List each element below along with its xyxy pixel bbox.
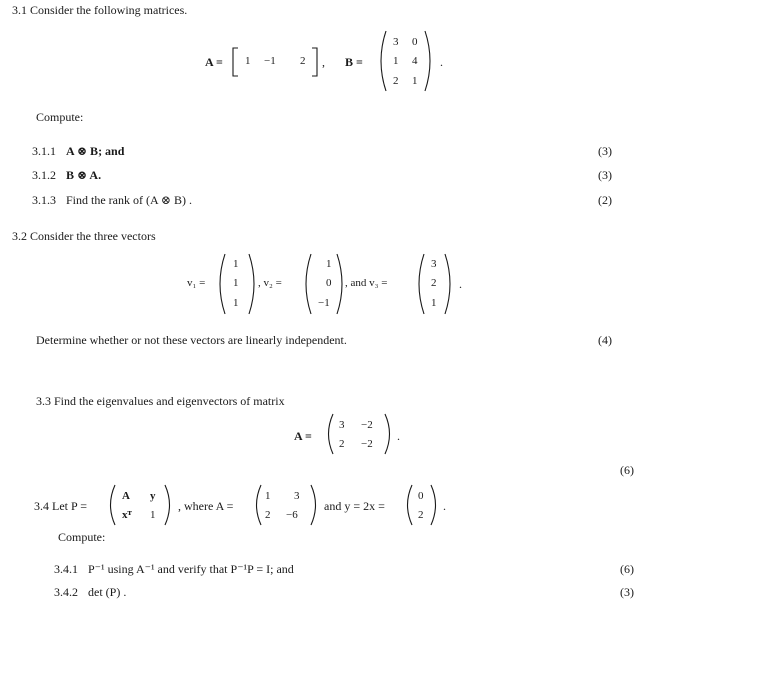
q33-a-entry: −2 [361,419,373,431]
left-paren [251,484,262,526]
q31-period: . [440,55,443,69]
left-paren [300,253,312,315]
q31-b-label: B = [345,55,363,69]
q31-b-entry: 4 [412,55,418,67]
left-paren [105,484,116,526]
q31-b-entry: 3 [393,36,399,48]
q33-a-entry: −2 [361,438,373,450]
q32-question-text: Determine whether or not these vectors are linearly independent. [36,333,347,347]
v2-entry: 1 [326,258,332,270]
v2-entry: 0 [326,277,332,289]
q31-comma: , [322,55,325,69]
q34-and-y: and y = 2x = [324,499,385,513]
v2-label: , v₂ = [258,277,282,289]
q31-b-entry: 0 [412,36,418,48]
right-square-bracket [311,47,319,77]
q34-where: , where A = [178,499,234,513]
right-paren [444,253,456,315]
q31-a-entry: 1 [245,55,251,67]
y-entry: 0 [418,490,424,502]
p-entry: A [122,490,130,502]
q31-b-entry: 1 [412,75,418,87]
q31-b-entry: 1 [393,55,399,67]
q34-lead [34,499,87,514]
item-text: det (P) . [88,585,127,599]
mark: (4) [598,333,612,347]
item-text: Find the rank of (A ⊗ B) . [66,193,193,207]
v1-label: v₁ = [187,277,206,289]
q33-a-label: A = [294,429,312,443]
left-paren [375,30,387,92]
v3-label: , and v₃ = [345,277,388,289]
right-paren [310,484,321,526]
item-number: 3.4.1 [54,562,78,576]
mark: (6) [620,562,634,576]
item-text: A ⊗ B; and [66,144,125,158]
q33-a-entry: 3 [339,419,345,431]
v3-entry: 3 [431,258,437,270]
q34-compute: Compute: [58,530,106,544]
v3-entry: 2 [431,277,437,289]
left-paren [214,253,226,315]
q34-a-entry: 1 [265,490,271,502]
q31-a-entry: −1 [264,55,276,67]
left-paren [402,484,413,526]
y-entry: 2 [418,509,424,521]
left-square-bracket [231,47,239,77]
q31-compute: Compute: [36,110,84,124]
q34-period: . [443,499,446,513]
mark: (6) [620,463,634,477]
q31-a-label: A = [205,55,223,69]
item-text: P⁻¹ using A⁻¹ and verify that P⁻¹P = I; and [88,562,294,576]
item-number: 3.1.2 [32,168,56,182]
item-number: 3.4.2 [54,585,78,599]
item-text: B ⊗ A. [66,168,102,182]
v2-entry: −1 [318,297,330,309]
q33-a-entry: 2 [339,438,345,450]
q33-heading: 3.3 Find the eigenvalues and eigenvectors of matrix [36,394,285,408]
q32-heading: 3.2 Consider the three vectors [12,229,156,243]
left-paren [323,413,334,455]
item-number: 3.1.3 [32,193,56,207]
q34-a-entry: 2 [265,509,271,521]
q34-a-entry: −6 [286,509,298,521]
right-paren [164,484,175,526]
p-entry: xᵀ [122,509,132,521]
right-paren [430,484,441,526]
mark: (3) [620,585,634,599]
mark: (3) [598,144,612,158]
v1-entry: 1 [233,258,239,270]
q31-heading: 3.1 Consider the following matrices. [12,3,188,17]
q31-b-entry: 2 [393,75,399,87]
item-number: 3.1.1 [32,144,56,158]
v3-entry: 1 [431,297,437,309]
right-paren [424,30,436,92]
q31-a-entry: 2 [300,55,306,67]
mark: (2) [598,193,612,207]
p-entry: y [150,490,156,502]
left-paren [413,253,425,315]
q33-period: . [397,429,400,443]
p-entry: 1 [150,509,156,521]
right-paren [384,413,395,455]
q34-lead-text: 3.4 Let P = [34,499,87,513]
v1-entry: 1 [233,297,239,309]
mark: (3) [598,168,612,182]
q34-a-entry: 3 [294,490,300,502]
v1-entry: 1 [233,277,239,289]
q32-period: . [459,277,462,291]
